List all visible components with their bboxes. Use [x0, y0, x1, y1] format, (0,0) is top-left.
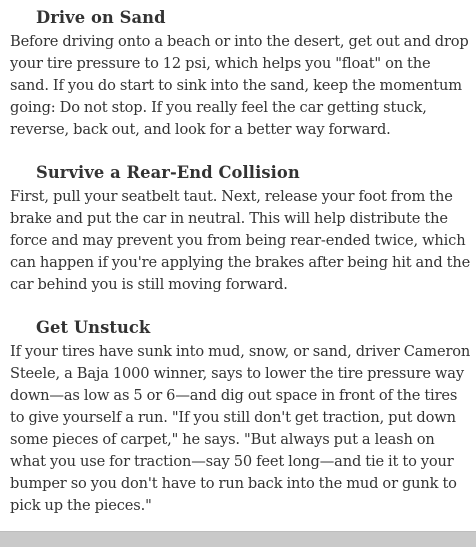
section-body: If your tires have sunk into mud, snow, or sand, driver Cameron Steele, a Baja 1000 winner, says to lower the tire pressure way down—as low as 5 or 6—and dig out space in front of the tires to give yourself a run. "If you still don't get traction, put down some pieces of carpet," he says. "But always put a leash on what you use for traction—say 50 feet long—and tie it to your bumper so you don't have to run back into the mud or gunk to pick up the pieces."	[10, 343, 471, 514]
section-get-unstuck	[10, 318, 472, 517]
section-heading: Get Unstuck	[36, 318, 151, 337]
horizontal-scrollbar[interactable]	[0, 531, 476, 547]
section-rear-end-collision	[10, 163, 472, 296]
section-body: Before driving onto a beach or into the desert, get out and drop your tire pressure to 12 psi, which helps you "float" on the sand. If you do start to sink into the sand, keep the momentum going: Do not stop. If you really feel the car getting stuck, reverse, back out, and look for a better way forward.	[10, 33, 469, 138]
article-content	[10, 8, 472, 517]
section-heading: Survive a Rear-End Collision	[36, 163, 300, 182]
section-body: First, pull your seatbelt taut. Next, release your foot from the brake and put the car in neutral. This will help distribute the force and may prevent you from being rear-ended twice, which can happen if you're applying the brakes after being hit and the car behind you is still moving forward.	[10, 188, 471, 293]
section-drive-on-sand	[10, 8, 472, 141]
section-heading: Drive on Sand	[36, 8, 166, 27]
